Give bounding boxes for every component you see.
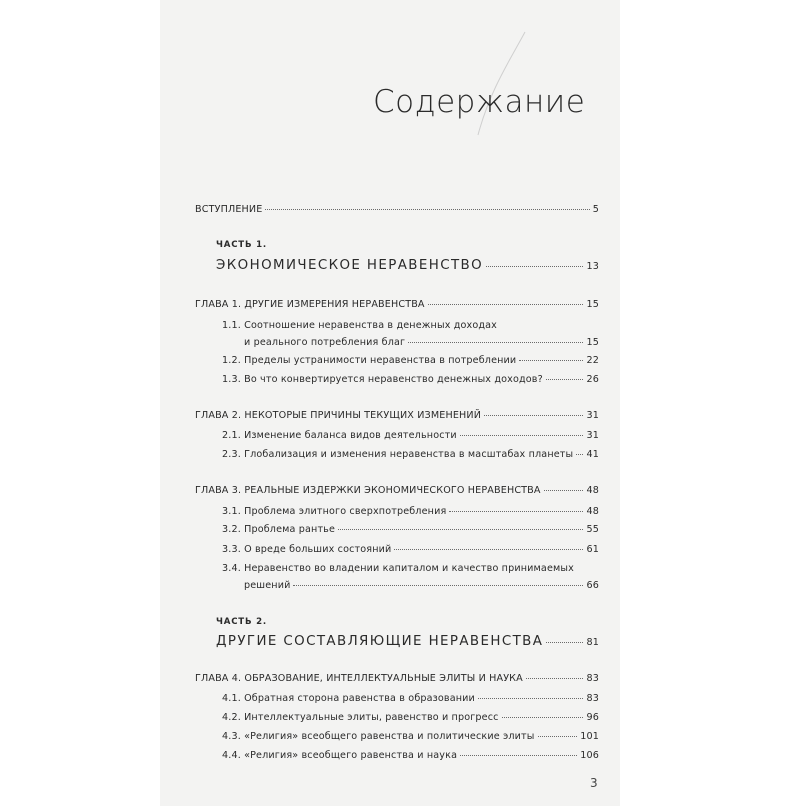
leader-dots xyxy=(576,454,583,455)
leader-dots xyxy=(484,415,583,416)
toc-entry-section-4-2[interactable] xyxy=(222,712,599,723)
leader-dots xyxy=(338,529,583,530)
entry-page: 55 xyxy=(586,524,599,535)
entry-page: 22 xyxy=(586,355,599,366)
toc-entry-chapter-2[interactable] xyxy=(195,410,599,421)
entry-page: 31 xyxy=(586,430,599,441)
entry-page: 96 xyxy=(586,712,599,723)
entry-title: 4.4. «Религия» всеобщего равенства и наука xyxy=(222,750,458,761)
entry-page: 83 xyxy=(586,673,599,684)
entry-page: 13 xyxy=(586,261,599,272)
toc-entry-section-1-1[interactable] xyxy=(244,337,599,348)
entry-title: ГЛАВА 2. НЕКОТОРЫЕ ПРИЧИНЫ ТЕКУЩИХ ИЗМЕНЕНИЙ xyxy=(195,410,482,421)
toc-entry-section-3-3[interactable] xyxy=(222,544,599,555)
toc-entry-intro[interactable] xyxy=(195,204,599,215)
entry-page: 5 xyxy=(592,204,599,215)
entry-title: ГЛАВА 3. РЕАЛЬНЫЕ ИЗДЕРЖКИ ЭКОНОМИЧЕСКОГО НЕРАВЕНСТВА xyxy=(195,485,541,496)
part-label: ЧАСТЬ 2. xyxy=(216,617,267,627)
entry-page: 66 xyxy=(586,580,599,591)
leader-dots xyxy=(502,717,584,718)
leader-dots xyxy=(460,435,584,436)
leader-dots xyxy=(449,511,583,512)
entry-title: и реального потребления благ xyxy=(244,337,406,348)
entry-page: 81 xyxy=(586,637,599,648)
entry-page: 31 xyxy=(586,410,599,421)
leader-dots xyxy=(544,490,584,491)
entry-page: 61 xyxy=(586,544,599,555)
entry-page: 26 xyxy=(586,374,599,385)
leader-dots xyxy=(265,209,589,210)
leader-dots xyxy=(546,379,584,380)
entry-title: 3.3. О вреде больших состояний xyxy=(222,544,392,555)
leader-dots xyxy=(428,304,584,305)
toc-entry-section-4-1[interactable] xyxy=(222,693,599,704)
leader-dots xyxy=(519,360,583,361)
entry-page: 101 xyxy=(580,731,599,742)
toc-entry-section-2-1[interactable] xyxy=(222,430,599,441)
toc-entry-section-3-4-line1[interactable]: 3.4. Неравенство во владении капиталом и качество принимаемых xyxy=(222,563,574,574)
part-title: ЭКОНОМИЧЕСКОЕ НЕРАВЕНСТВО xyxy=(216,258,484,273)
leader-dots xyxy=(546,642,583,643)
entry-title: 2.1. Изменение баланса видов деятельности xyxy=(222,430,457,441)
entry-title: 1.2. Пределы устранимости неравенства в потреблении xyxy=(222,355,517,366)
entry-page: 15 xyxy=(586,337,599,348)
part-title: ДРУГИЕ СОСТАВЛЯЮЩИЕ НЕРАВЕНСТВА xyxy=(216,634,544,649)
page-title: Содержание xyxy=(373,84,586,120)
entry-title: ГЛАВА 4. ОБРАЗОВАНИЕ, ИНТЕЛЛЕКТУАЛЬНЫЕ ЭЛИТЫ И НАУКА xyxy=(195,673,523,684)
leader-dots xyxy=(408,342,583,343)
entry-page: 106 xyxy=(580,750,599,761)
entry-page: 15 xyxy=(586,299,599,310)
entry-title: 3.1. Проблема элитного сверхпотребления xyxy=(222,506,447,517)
book-page xyxy=(160,0,620,806)
toc-entry-section-1-2[interactable] xyxy=(222,355,599,366)
leader-dots xyxy=(526,678,584,679)
toc-entry-section-3-1[interactable] xyxy=(222,506,599,517)
entry-title: 3.2. Проблема рантье xyxy=(222,524,336,535)
leader-dots xyxy=(460,755,577,756)
page-number: 3 xyxy=(590,776,598,790)
leader-dots xyxy=(538,736,578,737)
entry-page: 41 xyxy=(586,449,599,460)
toc-entry-section-1-1-line1[interactable]: 1.1. Соотношение неравенства в денежных доходах xyxy=(222,320,498,331)
toc-entry-section-2-3[interactable] xyxy=(222,449,599,460)
leader-dots xyxy=(293,585,583,586)
part-label: ЧАСТЬ 1. xyxy=(216,240,267,250)
toc-entry-section-4-3[interactable] xyxy=(222,731,599,742)
entry-title: 2.3. Глобализация и изменения неравенства в масштабах планеты xyxy=(222,449,574,460)
toc-entry-section-3-2[interactable] xyxy=(222,524,599,535)
leader-dots xyxy=(486,266,583,267)
toc-entry-chapter-4[interactable] xyxy=(195,673,599,684)
toc-entry-section-3-4[interactable] xyxy=(244,580,599,591)
toc-entry-section-1-3[interactable] xyxy=(222,374,599,385)
entry-title: 4.3. «Религия» всеобщего равенства и политические элиты xyxy=(222,731,535,742)
entry-title: 4.2. Интеллектуальные элиты, равенство и прогресс xyxy=(222,712,499,723)
toc-entry-part-2[interactable] xyxy=(216,634,599,649)
leader-dots xyxy=(394,549,583,550)
entry-page: 83 xyxy=(586,693,599,704)
entry-title: 1.3. Во что конвертируется неравенство денежных доходов? xyxy=(222,374,543,385)
toc-entry-chapter-3[interactable] xyxy=(195,485,599,496)
entry-page: 48 xyxy=(586,506,599,517)
toc-entry-chapter-1[interactable] xyxy=(195,299,599,310)
entry-title: ГЛАВА 1. ДРУГИЕ ИЗМЕРЕНИЯ НЕРАВЕНСТВА xyxy=(195,299,425,310)
entry-title: решений xyxy=(244,580,291,591)
toc-entry-part-1[interactable] xyxy=(216,258,599,273)
entry-page: 48 xyxy=(586,485,599,496)
toc-entry-section-4-4[interactable] xyxy=(222,750,599,761)
leader-dots xyxy=(478,698,584,699)
entry-title: ВСТУПЛЕНИЕ xyxy=(195,204,263,215)
entry-title: 4.1. Обратная сторона равенства в образовании xyxy=(222,693,475,704)
